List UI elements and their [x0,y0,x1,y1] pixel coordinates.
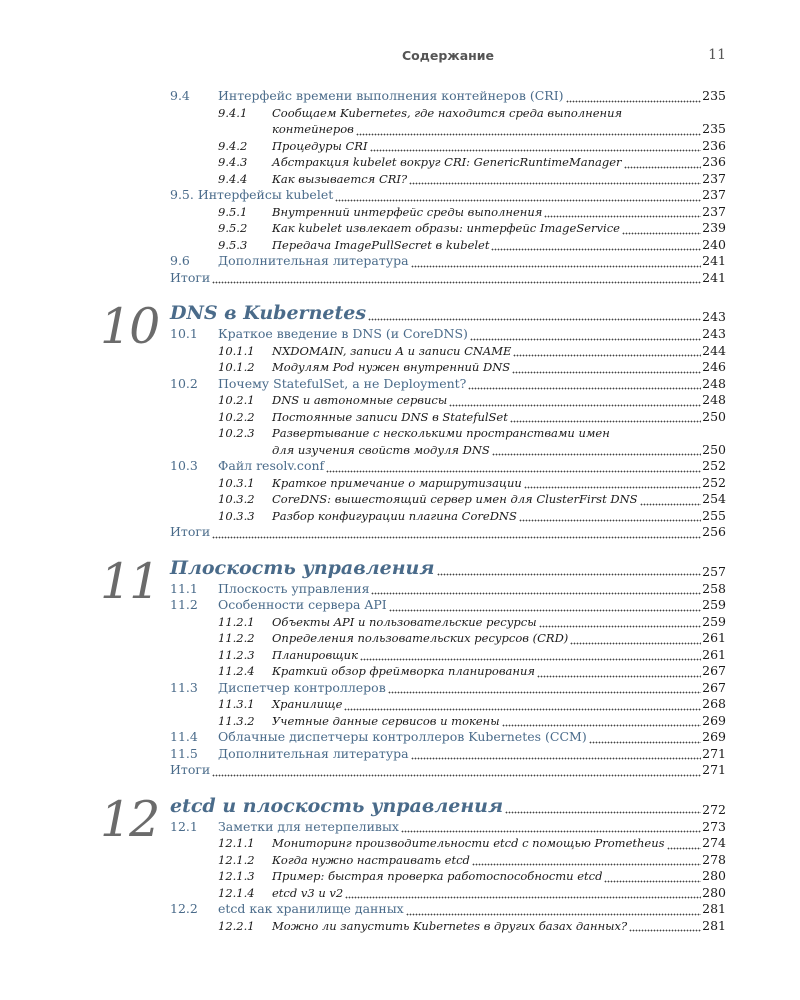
toc-entry[interactable]: Итоги 271 [170,762,726,777]
toc-entry[interactable]: 11.1 Плоскость управления 258 [170,580,726,596]
toc-entry[interactable]: 10.1 Краткое введение в DNS (и CoreDNS) 243 [170,326,726,341]
toc-entry[interactable]: 9.4 Интерфейс времени выполнения контейнеров (CRI) 235 [170,88,726,103]
toc-entry[interactable]: 9.5.1 Внутренний интерфейс среды выполнения 237 [218,203,726,219]
table-of-contents [100,88,726,934]
chapter-heading[interactable]: 10 DNS в Kubernetes 243 [100,298,726,355]
toc-entry[interactable]: 10.1.1 NXDOMAIN, записи A и записи CNAME 244 [218,342,726,358]
chapter-title: DNS в Kubernetes [170,302,367,324]
chapter-title: etcd и плоскость управления [170,794,504,817]
toc-entry[interactable]: 11.3.2 Учетные данные сервисов и токены 269 [218,712,726,728]
toc-entry[interactable]: 10.2 Почему StatefulSet, а не Deployment? 248 [170,375,726,391]
toc-entry[interactable]: 9.5.2 Как kubelet извлекает образы: интерфейс ImageService 239 [218,220,726,235]
toc-entry[interactable]: 10.3 Файл resolv.conf 252 [170,458,726,473]
toc-entry[interactable]: 9.4.4 Как вызывается CRI? 237 [218,170,726,186]
toc-entry[interactable]: 11.2.1 Объекты API и пользовательские ресурсы 259 [218,613,726,629]
page-header [170,48,726,68]
toc-entry[interactable]: 11.4 Облачные диспетчеры контроллеров Kubernetes (CCM) 269 [170,729,726,744]
toc-entry[interactable]: 12.1 Заметки для нетерпеливых 273 [170,818,726,834]
toc-entry[interactable]: 11.3.1 Хранилище 268 [218,696,726,711]
toc-entry[interactable]: 12.1.4 etcd v3 и v2 280 [218,884,726,900]
toc-entry[interactable]: 9.4.2 Процедуры CRI 236 [218,137,726,153]
chapter-number: 12 [100,790,159,848]
toc-entry[interactable]: 11.2 Особенности сервера API 259 [170,597,726,612]
running-title: Содержание [401,48,495,63]
toc-entry[interactable]: 11.2.3 Планировщик 261 [218,646,726,662]
toc-entry[interactable]: 12.1.1 Мониторинг производительности etcd с помощью Prometheus 274 [218,835,726,850]
toc-entry[interactable]: Итоги 241 [170,269,726,285]
toc-entry[interactable]: 9.5.3 Передача ImagePullSecret в kubelet 240 [218,236,726,252]
toc-entry[interactable]: 11.2.2 Определения пользовательских ресурсов (CRD) 261 [218,630,726,645]
toc-entry[interactable]: 9.4.3 Абстракция kubelet вокруг CRI: GenericRuntimeManager 236 [218,154,726,169]
toc-entry[interactable]: Итоги 256 [170,524,726,539]
toc-entry[interactable]: 10.2.2 Постоянные записи DNS в StatefulSet 250 [218,408,726,424]
chapter-number: 10 [100,298,159,355]
toc-entry[interactable]: 10.3.1 Краткое примечание о маршрутизации 252 [218,474,726,490]
toc-entry[interactable]: 9.6 Дополнительная литература 241 [170,253,726,268]
toc-entry[interactable]: 12.1.2 Когда нужно настраивать etcd 278 [218,851,726,867]
toc-entry[interactable]: 10.2.3 Развертывание с несколькими пространствами имен для изучения свойств модуля DNS 250 [218,426,726,457]
chapter-number: 11 [100,552,159,610]
toc-entry[interactable]: 9.5. Интерфейсы kubelet 237 [170,187,726,202]
toc-entry[interactable]: 11.3 Диспетчер контроллеров 267 [170,679,726,695]
chapter-heading[interactable]: 12 etcd и плоскость управления 272 [100,790,726,848]
toc-entry[interactable]: 12.2 etcd как хранилище данных 281 [170,901,726,916]
toc-entry[interactable]: 10.3.2 CoreDNS: вышестоящий сервер имен для ClusterFirst DNS 254 [218,491,726,506]
chapter-title: Плоскость управления [170,556,435,579]
toc-entry[interactable]: 11.5 Дополнительная литература 271 [170,745,726,761]
toc-entry[interactable]: 10.2.1 DNS и автономные сервисы 248 [218,392,726,407]
toc-entry[interactable]: 12.2.1 Можно ли запустить Kubernetes в других базах данных? 281 [218,917,726,933]
page-number: 11 [708,47,726,63]
toc-entry[interactable]: 11.2.4 Краткий обзор фреймворка планирования 267 [218,663,726,678]
chapter-heading[interactable]: 11 Плоскость управления 257 [100,552,726,610]
toc-entry[interactable]: 10.1.2 Модулям Pod нужен внутренний DNS 246 [218,359,726,374]
toc-entry[interactable]: 10.3.3 Разбор конфигурации плагина CoreDNS 255 [218,507,726,523]
toc-entry[interactable]: 9.4.1 Сообщаем Kubernetes, где находится среда выполнения контейнеров 235 [218,105,726,136]
toc-entry[interactable]: 12.1.3 Пример: быстрая проверка работоспособности etcd 280 [218,868,726,883]
